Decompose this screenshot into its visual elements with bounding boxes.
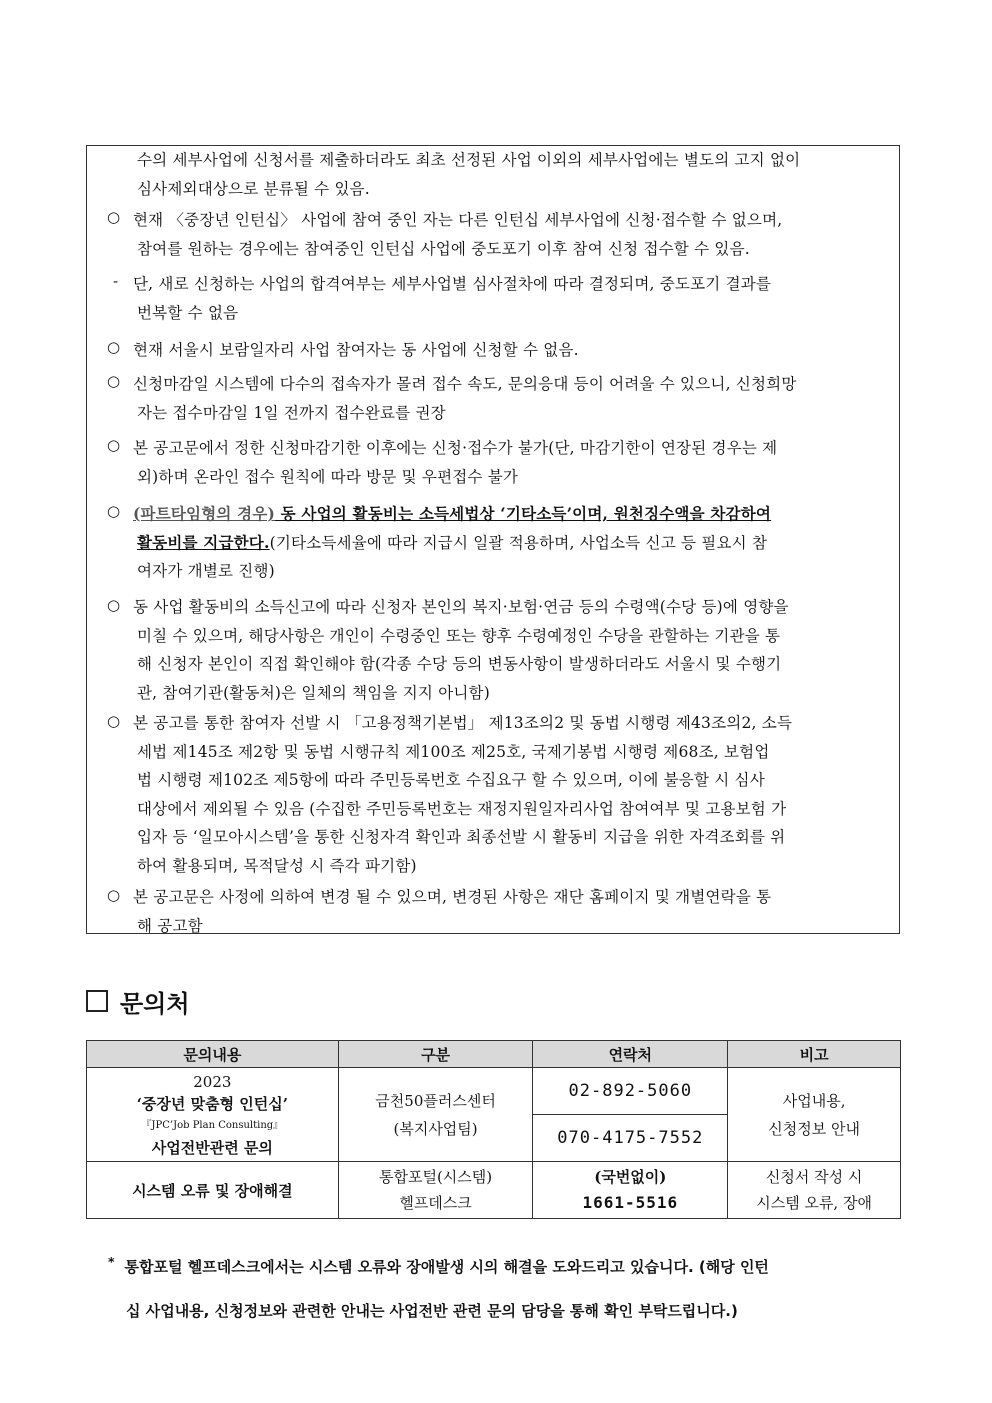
text-line: 자는 접수마감일 1일 전까지 접수완료를 권장 (137, 403, 446, 422)
footnote (108, 1240, 769, 1333)
notice-paragraph (133, 593, 789, 707)
inquiry-topic-cell (87, 1068, 339, 1162)
bullet-icon: ○ (107, 886, 121, 904)
text-line: 본 공고문은 사정에 의하여 변경 될 수 있으며, 변경된 사항은 재단 홈페이지 및 개별연락을 통 (133, 888, 772, 906)
inquiry-desc: 사업전반관련 문의 (151, 1138, 273, 1157)
notice-paragraph (133, 270, 771, 327)
text-line: 참여를 원하는 경우에는 참여중인 인턴십 사업에 중도포기 이후 참여 신청 접수할 수 있음. (137, 239, 750, 258)
note-text: 사업내용, (782, 1091, 846, 1110)
table-header-row (87, 1041, 901, 1068)
text-line: 수의 세부사업에 신청서를 제출하더라도 최초 선정된 사업 이외의 세부사업에는 별도의 고지 없이 (137, 151, 801, 169)
notice-paragraph (133, 709, 792, 880)
phone-cell: 02-892-5060 (533, 1068, 728, 1115)
table-header: 비고 (728, 1041, 901, 1068)
text-line: 법 시행령 제102조 제5항에 따라 주민등록번호 수집요구 할 수 있으며, 이에 불응할 시 심사 (137, 771, 765, 789)
section-heading (86, 985, 190, 1017)
note-text: 시스템 오류, 장애 (756, 1194, 872, 1212)
text-line: 본 공고를 통한 참여자 선발 시 「고용정책기본법」 제13조의2 및 동법 시행령 제43조의2, 소득 (133, 714, 793, 732)
dash-icon: - (113, 272, 119, 290)
text-line: 단, 새로 신청하는 사업의 합격여부는 세부사업별 심사절차에 따라 결정되며, 중도포기 결과를 (133, 275, 772, 293)
contact-table (86, 1040, 901, 1219)
notice-paragraph (137, 146, 800, 203)
notice-box (86, 145, 900, 934)
inquiry-topic-cell: 시스템 오류 및 장애해결 (87, 1162, 339, 1219)
text-line: 심사제외대상으로 분류될 수 있음. (137, 179, 370, 198)
text-line: 본 공고문에서 정한 신청마감기한 이후에는 신청·접수가 불가(단, 마감기한이 연장된 경우는 제 (133, 439, 778, 457)
text-line: 신청마감일 시스템에 다수의 접속자가 몰려 접수 속도, 문의응대 등이 어려울 수 있으니, 신청희망 (133, 375, 797, 393)
text-line: 하여 활용되며, 목적달성 시 즉각 파기함) (137, 856, 417, 875)
square-icon (86, 990, 108, 1012)
table-row (87, 1068, 901, 1115)
section-title: 문의처 (120, 989, 190, 1018)
category-cell (338, 1068, 533, 1162)
category-cell (338, 1162, 533, 1219)
text-line: 현재 〈중장년 인턴십〉 사업에 참여 중인 자는 다른 인턴십 세부사업에 신청·접수할 수 없으며, (133, 211, 783, 229)
org-team: 헬프데스크 (399, 1194, 472, 1212)
phone-number: 1661-5516 (582, 1193, 679, 1212)
note-text: 신청정보 안내 (768, 1119, 860, 1138)
note-cell (728, 1162, 901, 1219)
note-cell (728, 1068, 901, 1162)
org-name: 금천50플러스센터 (375, 1091, 496, 1110)
table-header: 연락처 (533, 1041, 728, 1068)
text-line: 관, 참여기관(활동처)은 일체의 책임을 지지 아니함) (137, 683, 490, 702)
year-text: 2023 (193, 1072, 232, 1091)
bullet-icon: ○ (107, 208, 121, 226)
text-line: 번복할 수 없음 (137, 303, 239, 322)
footnote-line: 통합포털 헬프데스크에서는 시스템 오류와 장애발생 시의 해결을 도와드리고 있습니다. (해당 인턴 (124, 1258, 769, 1276)
org-name: 통합포털(시스템) (378, 1168, 493, 1186)
note-text: 신청서 작성 시 (765, 1168, 863, 1186)
bullet-icon: ○ (107, 502, 121, 520)
notice-paragraph (133, 206, 782, 263)
table-header: 구분 (338, 1041, 533, 1068)
part-time-highlight: (파트타임형의 경우) (133, 504, 276, 523)
text-line: 대상에서 제외될 수 있음 (수집한 주민등록번호는 재정지원일자리사업 참여여부 및 고용보험 가 (137, 799, 787, 818)
text: (기타소득세율에 따라 지급시 일괄 적용하며, 사업소득 신고 등 필요시 참 (269, 533, 768, 552)
asterisk-icon: * (108, 1254, 115, 1269)
phone-cell: 070-4175-7552 (533, 1115, 728, 1162)
bold-text: 활동비를 지급한다. (137, 532, 270, 552)
text-line: 해 공고함 (137, 916, 203, 935)
bold-text: 동 사업의 활동비는 소득세법상 ‘기타소득’이며, 원천징수액을 차감하여 (275, 504, 772, 523)
text-line: 여자가 개별로 진행) (137, 562, 275, 580)
footnote-line: 십 사업내용, 신청정보와 관련한 안내는 사업전반 관련 문의 담당을 통해 확인 부탁드립니다.) (126, 1302, 738, 1320)
notice-paragraph (133, 500, 771, 586)
notice-paragraph (133, 883, 771, 940)
org-team: (복지사업팀) (393, 1119, 478, 1138)
bullet-icon: ○ (107, 596, 121, 614)
program-subtitle: 『JPC’Job Plan Consulting』 (141, 1119, 284, 1131)
bullet-icon: ○ (107, 712, 121, 730)
phone-cell (533, 1162, 728, 1219)
bullet-icon: ○ (107, 436, 121, 454)
text-line: 해 신청자 본인이 직접 확인해야 함(각종 수당 등의 변동사항이 발생하더라도 서울시 및 수행기 (137, 655, 782, 673)
text-line: 미칠 수 있으며, 해당사항은 개인이 수령중인 또는 향후 수령예정인 수당을 관할하는 기관을 통 (137, 626, 781, 645)
text-line: 입자 등 ‘일모아시스템’을 통한 신청자격 확인과 최종선발 시 활동비 지급을 위한 자격조회를 위 (137, 828, 786, 846)
notice-paragraph (133, 336, 579, 365)
bullet-icon: ○ (107, 372, 121, 390)
phone-note: (국번없이) (594, 1168, 667, 1186)
text-line: 세법 제145조 제2항 및 동법 시행규칙 제100조 제25호, 국제기봉법 시행령 제68조, 보험업 (137, 742, 770, 761)
table-row (87, 1162, 901, 1219)
table-header: 문의내용 (87, 1041, 339, 1068)
text-line: 동 사업 활동비의 소득신고에 따라 신청자 본인의 복지·보험·연금 등의 수령액(수당 등)에 영향을 (133, 598, 789, 616)
program-title: ‘중장년 맞춤형 인턴십’ (136, 1094, 288, 1113)
notice-paragraph (133, 370, 797, 427)
text-line: 외)하며 온라인 접수 원칙에 따라 방문 및 우편접수 불가 (137, 467, 519, 486)
notice-paragraph (133, 434, 777, 491)
bullet-icon: ○ (107, 338, 121, 356)
text-line: 현재 서울시 보람일자리 사업 참여자는 동 사업에 신청할 수 없음. (133, 341, 579, 359)
